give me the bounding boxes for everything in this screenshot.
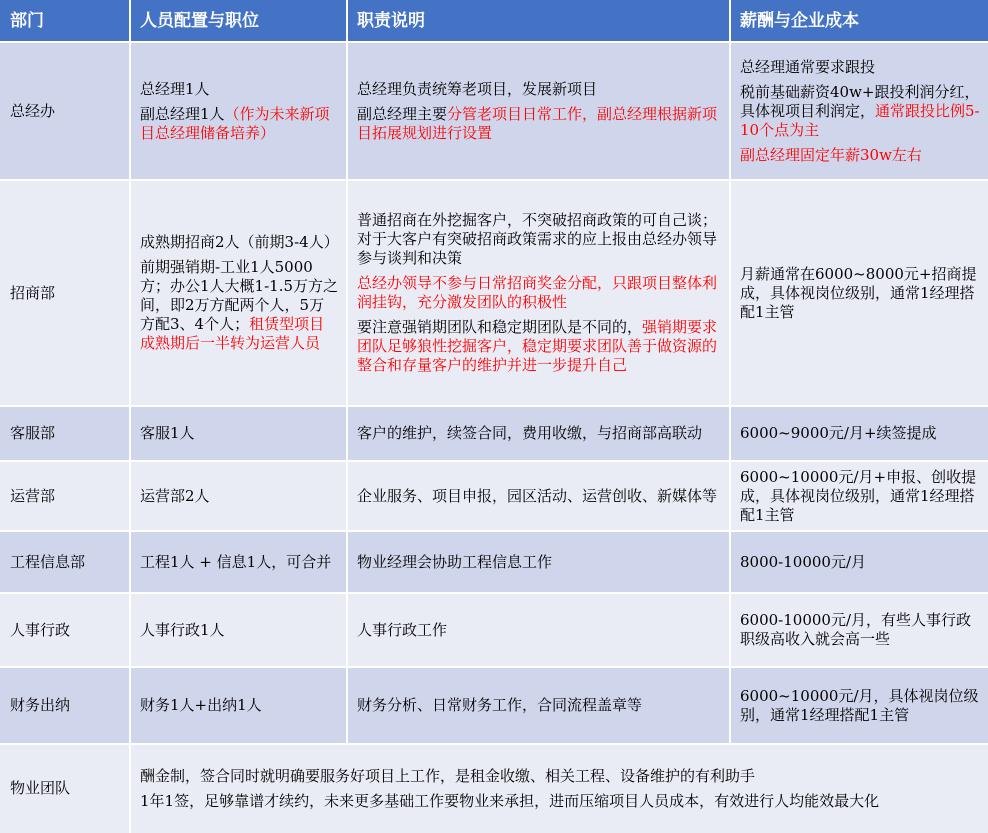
- paragraph: [740, 146, 980, 165]
- paragraph: [140, 424, 339, 443]
- duty-cell: [347, 593, 730, 667]
- column-divider: [346, 0, 348, 744]
- header-duty: 职责说明: [347, 0, 730, 42]
- staff-cell: [130, 531, 347, 593]
- dept-cell: [0, 42, 130, 180]
- duty-cell: [347, 667, 730, 744]
- merged-cell: [130, 744, 988, 833]
- paragraph: [140, 233, 339, 252]
- text-segment: 人事行政1人: [140, 620, 225, 639]
- text-segment: 运营部2人: [140, 486, 210, 505]
- text-segment: 客户的维护，续签合同，费用收缴，与招商部高联动: [357, 424, 703, 442]
- dept-cell: [0, 406, 130, 461]
- row-divider: [0, 41, 988, 43]
- dept-cell: [0, 180, 130, 406]
- table-row: [0, 406, 988, 461]
- column-divider: [129, 0, 131, 833]
- paragraph: [140, 792, 980, 811]
- paragraph: [740, 58, 980, 77]
- paragraph: [140, 105, 339, 143]
- paragraph: [357, 621, 722, 640]
- pay-cell: [730, 531, 988, 593]
- text-segment: 6000-10000元/月，有些人事行政职级高收入就会高一些: [740, 611, 972, 648]
- table-row: [0, 531, 988, 593]
- paragraph: [140, 258, 339, 353]
- dept-name: 总经办: [10, 101, 56, 120]
- text-segment: 副总经理主要: [357, 104, 448, 123]
- paragraph: [357, 424, 722, 443]
- dept-name: 财务出纳: [10, 696, 71, 714]
- paragraph: [140, 696, 339, 715]
- paragraph: [740, 424, 980, 443]
- header-pay: 薪酬与企业成本: [730, 0, 988, 42]
- table-row: [0, 180, 988, 406]
- text-segment: 6000~10000元/月+申报、创收提成，具体视岗位级别，通常1经理搭配1主管: [740, 467, 977, 524]
- staff-cell: [130, 406, 347, 461]
- highlight-text: 通常跟投比例5-10个点为主: [740, 101, 980, 139]
- text-segment: 税前基础薪资40w+跟投利润分红，具体视项目利润定，: [740, 82, 980, 120]
- column-divider: [729, 0, 731, 744]
- text-segment: 副总经理1人: [140, 104, 225, 123]
- text-segment: 工程1人 + 信息1人，可合并: [140, 552, 332, 571]
- text-segment: 总经理1人: [140, 79, 210, 98]
- pay-cell: [730, 180, 988, 406]
- paragraph: [357, 105, 722, 143]
- highlight-text: 分管老项目日常工作，副总经理根据新项目拓展规划进行设置: [357, 104, 718, 142]
- text-segment: 财务1人+出纳1人: [140, 696, 262, 714]
- dept-name: 招商部: [10, 283, 56, 302]
- paragraph: [357, 211, 722, 268]
- highlight-text: （作为未来新项目总经理储备培养）: [140, 104, 330, 142]
- paragraph: [357, 487, 722, 506]
- dept-name: 工程信息部: [10, 552, 86, 571]
- highlight-text: 副总经理固定年薪30w左右: [740, 145, 922, 164]
- text-segment: 总经理通常要求跟投: [740, 57, 876, 76]
- row-divider: [0, 405, 988, 407]
- text-segment: 月薪通常在6000~8000元+招商提成，具体视岗位级别，通常1经理搭配1主管: [740, 264, 977, 321]
- text-segment: 财务分析、日常财务工作，合同流程盖章等: [357, 696, 643, 714]
- paragraph: [357, 553, 722, 572]
- paragraph: [740, 553, 980, 572]
- duty-cell: [347, 406, 730, 461]
- paragraph: [740, 611, 980, 649]
- paragraph: [140, 621, 339, 640]
- paragraph: [740, 468, 980, 525]
- duty-cell: [347, 180, 730, 406]
- staff-cell: [130, 180, 347, 406]
- text-segment: 前期强销期-工业1人5000方；办公1人大概1-1.5万方之间，即2万方配两个人，5万方配3、4个人；: [140, 258, 339, 333]
- staff-cell: [130, 667, 347, 744]
- dept-cell: [0, 593, 130, 667]
- paragraph: [357, 80, 722, 99]
- dept-name: 物业团队: [10, 779, 71, 797]
- duty-cell: [347, 42, 730, 180]
- text-segment: 成熟期招商2人（前期3-4人）: [140, 233, 339, 251]
- dept-name: 运营部: [10, 486, 56, 505]
- text-segment: 总经理负责统筹老项目，发展新项目: [357, 79, 598, 98]
- table-row: [0, 667, 988, 744]
- staff-cell: [130, 42, 347, 180]
- text-segment: 物业经理会协助工程信息工作: [357, 552, 553, 571]
- highlight-text: 租赁型项目成熟期后一半转为运营人员: [140, 315, 325, 352]
- row-divider: [0, 592, 988, 594]
- pay-cell: [730, 593, 988, 667]
- paragraph: [357, 274, 722, 312]
- paragraph: [140, 80, 339, 99]
- dept-name: 人事行政: [10, 620, 71, 639]
- paragraph: [357, 318, 722, 375]
- text-segment: 普通招商在外挖掘客户，不突破招商政策的可自己谈；对于大客户有突破招商政策需求的应上报由总经办领导参与谈判和决策: [357, 211, 718, 267]
- pay-cell: [730, 42, 988, 180]
- text-segment: 客服1人: [140, 424, 195, 442]
- dept-cell: [0, 744, 130, 833]
- paragraph: [357, 696, 722, 715]
- text-segment: 6000~10000元/月，具体视岗位级别，通常1经理搭配1主管: [740, 686, 979, 724]
- duty-cell: [347, 531, 730, 593]
- table-row: [0, 744, 988, 833]
- row-divider: [0, 179, 988, 181]
- paragraph: [740, 83, 980, 140]
- dept-cell: [0, 667, 130, 744]
- text-segment: 人事行政工作: [357, 620, 448, 639]
- header-dept: 部门: [0, 0, 130, 42]
- text-segment: 1年1签，足够靠谱才续约，未来更多基础工作要物业来承担，进而压缩项目人员成本，有效进行人均能效最大化: [140, 791, 880, 810]
- pay-cell: [730, 406, 988, 461]
- row-divider: [0, 460, 988, 462]
- text-segment: 要注意强销期团队和稳定期团队是不同的，: [357, 318, 643, 336]
- pay-cell: [730, 461, 988, 531]
- header-staff: 人员配置与职位: [130, 0, 347, 42]
- paragraph: [140, 767, 980, 786]
- highlight-text: 总经办领导不参与日常招商奖金分配，只跟项目整体利润挂钩，充分激发团队的积极性: [357, 274, 718, 311]
- paragraph: [740, 265, 980, 322]
- text-segment: 8000-10000元/月: [740, 552, 867, 571]
- paragraph: [140, 553, 339, 572]
- staff-cell: [130, 593, 347, 667]
- table-row: [0, 593, 988, 667]
- dept-cell: [0, 531, 130, 593]
- duty-cell: [347, 461, 730, 531]
- dept-name: 客服部: [10, 424, 56, 442]
- row-divider: [0, 743, 988, 745]
- highlight-text: 强销期要求团队足够狼性挖掘客户，稳定期要求团队善于做资源的整合和存量客户的维护并进一步提升自己: [357, 318, 718, 374]
- row-divider: [0, 530, 988, 532]
- pay-cell: [730, 667, 988, 744]
- paragraph: [740, 687, 980, 725]
- table-row: [0, 42, 988, 180]
- text-segment: 企业服务、项目申报，园区活动、运营创收、新媒体等: [357, 486, 718, 505]
- text-segment: 6000~9000元/月+续签提成: [740, 424, 937, 442]
- table-row: [0, 461, 988, 531]
- row-divider: [0, 666, 988, 668]
- text-segment: 酬金制，签合同时就明确要服务好项目上工作，是租金收缴、相关工程、设备维护的有利助手: [140, 766, 756, 785]
- paragraph: [140, 487, 339, 506]
- dept-cell: [0, 461, 130, 531]
- staff-cell: [130, 461, 347, 531]
